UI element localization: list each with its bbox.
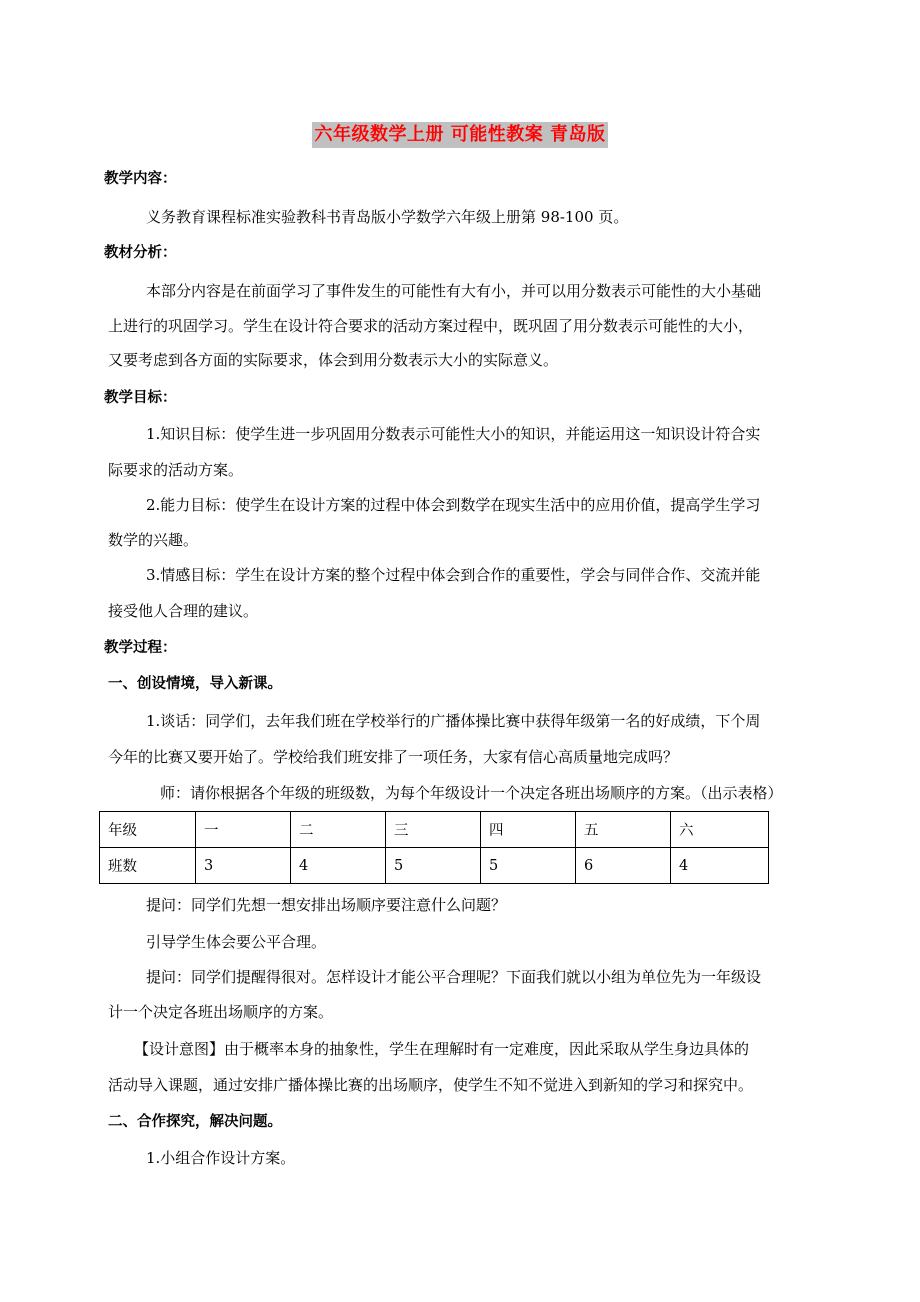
class-count-cell: 4	[671, 848, 769, 884]
grade-cell: 一	[196, 812, 291, 848]
document-title: 六年级数学上册 可能性教案 青岛版	[312, 122, 607, 148]
intent-line: 【设计意图】由于概率本身的抽象性，学生在理解时有一定难度，因此采取从学生身边具体的	[134, 1040, 750, 1058]
goal-line: 3.情感目标：学生在设计方案的整个过程中体会到合作的重要性，学会与同伴合作、交流并能	[146, 566, 761, 584]
teacher-line: 师：请你根据各个年级的班级数，为每个年级设计一个决定各班出场顺序的方案。（出示表格）	[160, 784, 783, 802]
intent-line: 活动导入课题，通过安排广播体操比赛的出场顺序，使学生不知不觉进入到新知的学习和探究中。	[108, 1076, 754, 1094]
goal-line: 数学的兴趣。	[108, 531, 199, 549]
guide-line: 引导学生体会要公平合理。	[146, 933, 327, 951]
class-count-cell: 4	[291, 848, 386, 884]
talk-line: 1.谈话：同学们，去年我们班在学校举行的广播体操比赛中获得年级第一名的好成绩，下个周	[146, 712, 761, 730]
heading-part2: 二、合作探究，解决问题。	[108, 1114, 282, 1130]
goal-line: 1.知识目标：使学生进一步巩固用分数表示可能性大小的知识，并能运用这一知识设计符合实	[146, 425, 761, 443]
grade-cell: 二	[291, 812, 386, 848]
question-line: 提问：同学们提醒得很对。怎样设计才能公平合理呢？下面我们就以小组为单位先为一年级设	[146, 968, 762, 986]
heading-process: 教学过程：	[104, 640, 177, 656]
question-line: 提问：同学们先想一想安排出场顺序要注意什么问题？	[146, 896, 507, 914]
title-container	[0, 122, 920, 148]
heading-analysis: 教材分析：	[104, 245, 177, 261]
analysis-line: 又要考虑到各方面的实际要求，体会到用分数表示大小的实际意义。	[108, 351, 559, 369]
analysis-line: 上进行的巩固学习。学生在设计符合要求的活动方案过程中，既巩固了用分数表示可能性的大小，	[108, 317, 754, 335]
class-count-cell: 5	[481, 848, 576, 884]
content-text: 义务教育课程标准实验教科书青岛版小学数学六年级上册第 98-100 页。	[146, 208, 629, 226]
grades-table	[99, 811, 769, 884]
talk-line: 今年的比赛又要开始了。学校给我们班安排了一项任务，大家有信心高质量地完成吗？	[108, 748, 679, 766]
analysis-line: 本部分内容是在前面学习了事件发生的可能性有大有小，并可以用分数表示可能性的大小基础	[146, 282, 762, 300]
class-count-cell: 3	[196, 848, 291, 884]
grade-cell: 五	[576, 812, 671, 848]
row-header-grade: 年级	[100, 812, 196, 848]
class-count-cell: 5	[386, 848, 481, 884]
grade-cell: 四	[481, 812, 576, 848]
heading-part1: 一、创设情境，导入新课。	[108, 676, 282, 692]
class-count-cell: 6	[576, 848, 671, 884]
question-line: 计一个决定各班出场顺序的方案。	[108, 1003, 334, 1021]
table-row	[100, 848, 769, 884]
goal-line: 接受他人合理的建议。	[108, 602, 259, 620]
goal-line: 2.能力目标：使学生在设计方案的过程中体会到数学在现实生活中的应用价值，提高学生学习	[146, 496, 761, 514]
heading-goals: 教学目标：	[104, 390, 177, 406]
row-header-classes: 班数	[100, 848, 196, 884]
part2-item: 1.小组合作设计方案。	[146, 1149, 296, 1167]
grade-cell: 六	[671, 812, 769, 848]
table-row	[100, 812, 769, 848]
heading-content: 教学内容：	[104, 171, 177, 187]
goal-line: 际要求的活动方案。	[108, 461, 244, 479]
grade-cell: 三	[386, 812, 481, 848]
